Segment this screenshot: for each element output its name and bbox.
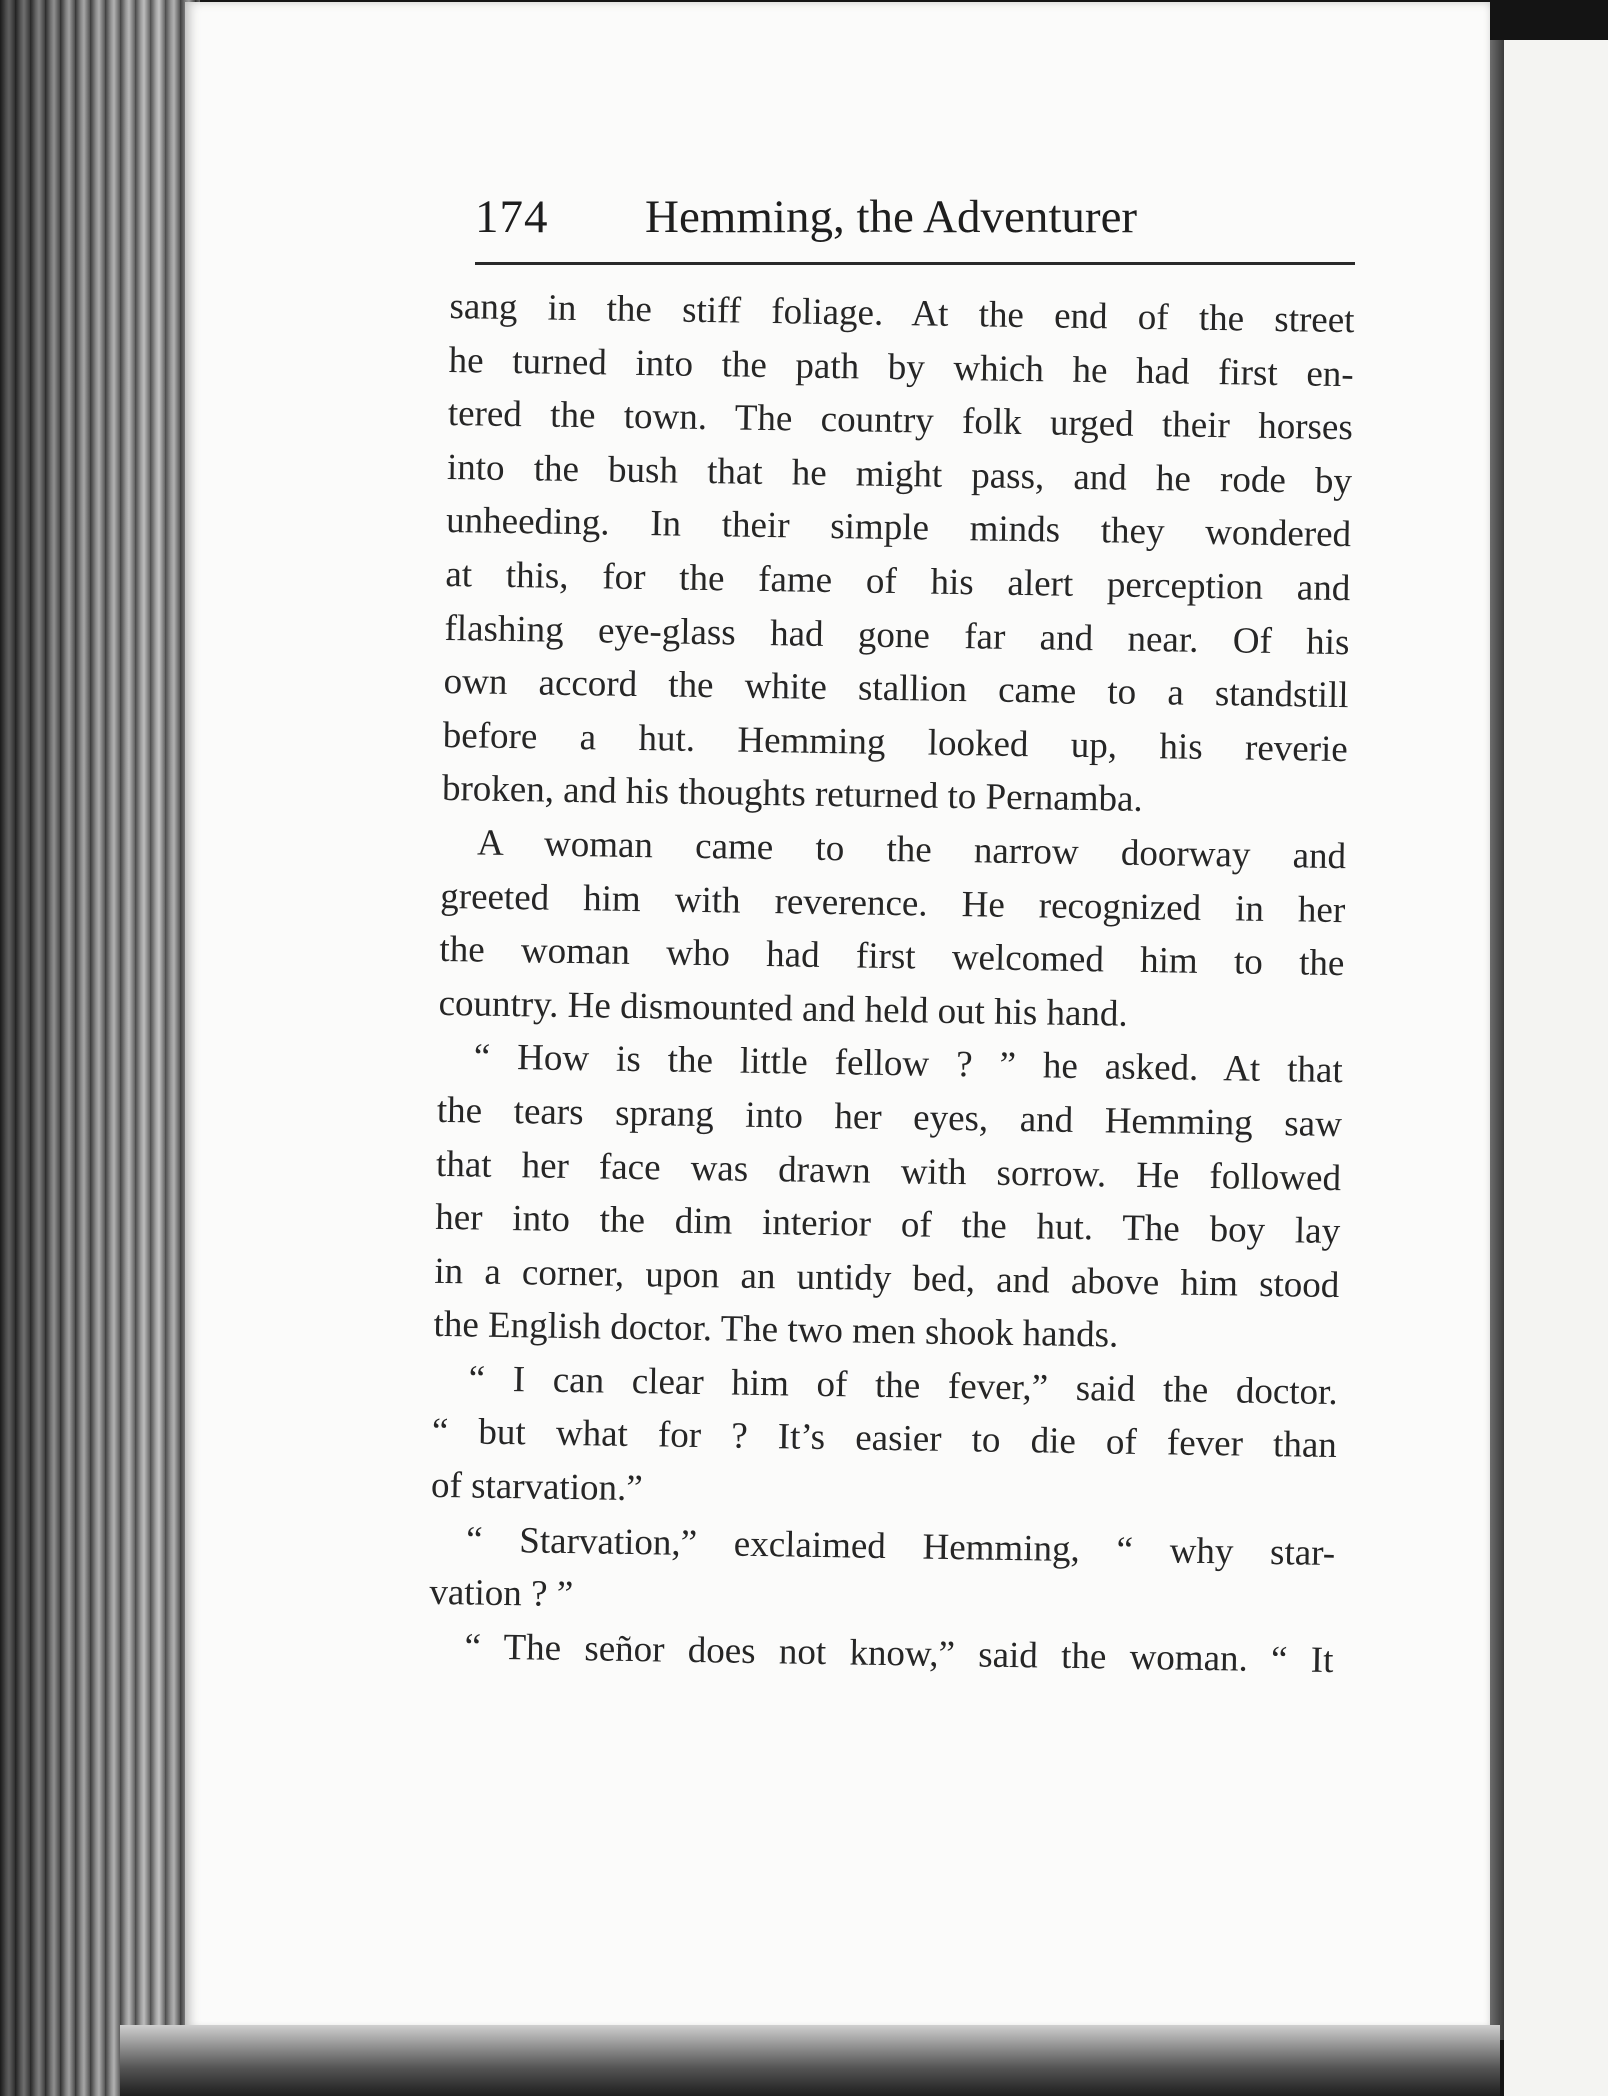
text-line: unheeding. In their simple minds they wondered [445,500,1352,556]
text-line: the tears sprang into her eyes, and Hemming saw [436,1089,1343,1146]
text-line: “ How is the little fellow ? ” he asked. At that [473,1036,1344,1092]
text-line: that her face was drawn with sorrow. He followed [435,1143,1342,1199]
text-line: greeted him with reverence. He recognized in her [440,875,1346,931]
text-line: at this, for the fame of his alert perception and [445,553,1351,610]
text-line: of starvation.” [430,1464,644,1510]
text-line: tered the town. The country folk urged their horses [447,393,1354,449]
text-line: “ but what for ? It’s easier to die of fever than [431,1411,1338,1467]
running-title: Hemming, the Adventurer [645,191,1138,243]
text-line: he turned into the path by which he had first en- [448,339,1354,395]
text-line: into the bush that he might pass, and he rode by [446,446,1353,502]
text-line: in a corner, upon an untidy bed, and above him stood [434,1250,1340,1306]
bottom-shadow [120,2025,1500,2096]
text-line: “ The señor does not know,” said the woman. “ It [464,1626,1334,1681]
next-page-sliver [1504,40,1608,2096]
body-text [428,280,1355,1687]
page-number: 174 [475,191,549,243]
text-line: own accord the white stallion came to a standstill [443,661,1349,717]
text-line: the woman who had first welcomed him to the [439,929,1345,985]
text-line: before a hut. Hemming looked up, his reverie [442,714,1349,770]
text-line: her into the dim interior of the hut. The boy lay [434,1196,1341,1253]
text-line: “ Starvation,” exclaimed Hemming, “ why star- [465,1519,1336,1574]
text-line: vation ? ” [429,1572,574,1616]
text-line: broken, and his thoughts returned to Pernamba. [441,768,1144,821]
text-line: sang in the stiff foliage. At the end of the street [449,285,1355,342]
left-page-edges [0,0,200,2096]
text-line: flashing eye-glass had gone far and near. Of his [444,607,1350,663]
text-line: A woman came to the narrow doorway and [476,822,1347,878]
text-line: the English doctor. The two men shook hands. [433,1304,1119,1356]
text-line: country. He dismounted and held out his hand. [438,982,1129,1035]
header-rule [475,262,1355,265]
text-line: “ I can clear him of the fever,” said the doctor. [468,1358,1338,1413]
page-header [475,190,1355,260]
right-page-edge [1490,40,1504,2040]
